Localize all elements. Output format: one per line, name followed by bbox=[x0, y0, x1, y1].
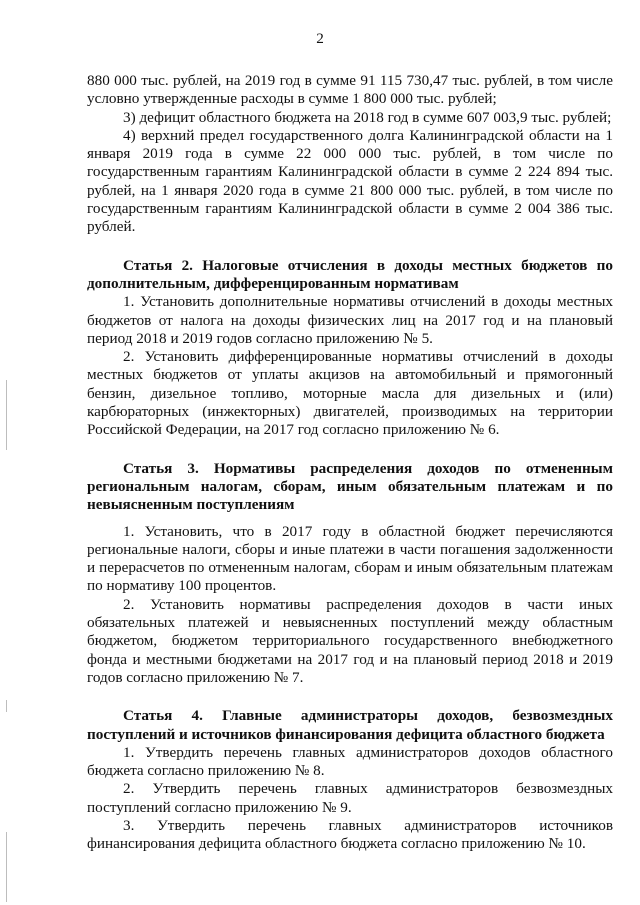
article-4-item-2: 2. Утвердить перечень главных администраторов безвозмездных поступлений согласно приложению № 9. bbox=[87, 780, 613, 816]
article-3-heading: Статья 3. Нормативы распределения доходов по отмененным региональным налогам, сборам, иным обязательным платежам и по невыясненным поступлениям bbox=[87, 459, 613, 514]
paragraph: 4) верхний предел государственного долга Калининградской области на 1 января 2019 года в сумме 22 000 000 тыс. рублей, в том числе по государственным гарантиям Калининградской области в сумме 2 224 894 тыс. рублей, на 1 января 2020 года в сумме 21 800 000 тыс. рублей, в том числе по государственным гарантиям Калининградской области в сумме 2 004 386 тыс. рублей. bbox=[87, 126, 613, 236]
left-margin-mark bbox=[6, 380, 7, 450]
article-3-item-1: 1. Установить, что в 2017 году в областной бюджет перечисляются региональные налоги, сборы и иные платежи в части погашения задолженности и перерасчетов по отмененным налогам, сборам и иным обязательным платежам по нормативу 100 процентов. bbox=[87, 522, 613, 595]
paragraph: 3) дефицит областного бюджета на 2018 год в сумме 607 003,9 тыс. рублей; bbox=[123, 108, 612, 126]
article-4-item-3: 3. Утвердить перечень главных администраторов источников финансирования дефицита областного бюджета согласно приложению № 10. bbox=[87, 816, 613, 853]
article-4-heading: Статья 4. Главные администраторы доходов, безвозмездных поступлений и источников финансирования дефицита областного бюджета bbox=[87, 707, 613, 743]
article-4-item-1: 1. Утвердить перечень главных администраторов доходов областного бюджета согласно приложению № 8. bbox=[87, 743, 613, 780]
left-margin-mark bbox=[6, 832, 7, 902]
left-margin-mark bbox=[6, 700, 7, 712]
article-2-item-2: 2. Установить дифференцированные нормативы отчислений в доходы местных бюджетов от уплаты акцизов на автомобильный и прямогонный бензин, дизельное топливо, моторные масла для дизельных и (или) карбюраторных (инжекторных) двигателей, производимых на территории Российской Федерации, на 2017 год согласно приложению № 6. bbox=[87, 348, 613, 439]
document-body bbox=[87, 72, 613, 854]
page-number: 2 bbox=[316, 30, 324, 47]
article-3-item-2: 2. Установить нормативы распределения доходов в части иных обязательных платежей и невыясненных поступлений между областным бюджетом, бюджетом территориального государственного внебюджетного фонда и местными бюджетами на 2017 год и на плановый период 2018 и 2019 годов согласно приложению № 7. bbox=[87, 595, 613, 686]
article-2-heading: Статья 2. Налоговые отчисления в доходы местных бюджетов по дополнительным, дифференцированным нормативам bbox=[87, 256, 613, 292]
article-2-item-1: 1. Установить дополнительные нормативы отчислений в доходы местных бюджетов от налога на доходы физических лиц на 2017 год и на плановый период 2018 и 2019 годов согласно приложению № 5. bbox=[87, 293, 613, 347]
paragraph: 880 000 тыс. рублей, на 2019 год в сумме 91 115 730,47 тыс. рублей, в том числе условно утвержденные расходы в сумме 1 800 000 тыс. рублей; bbox=[87, 72, 613, 108]
